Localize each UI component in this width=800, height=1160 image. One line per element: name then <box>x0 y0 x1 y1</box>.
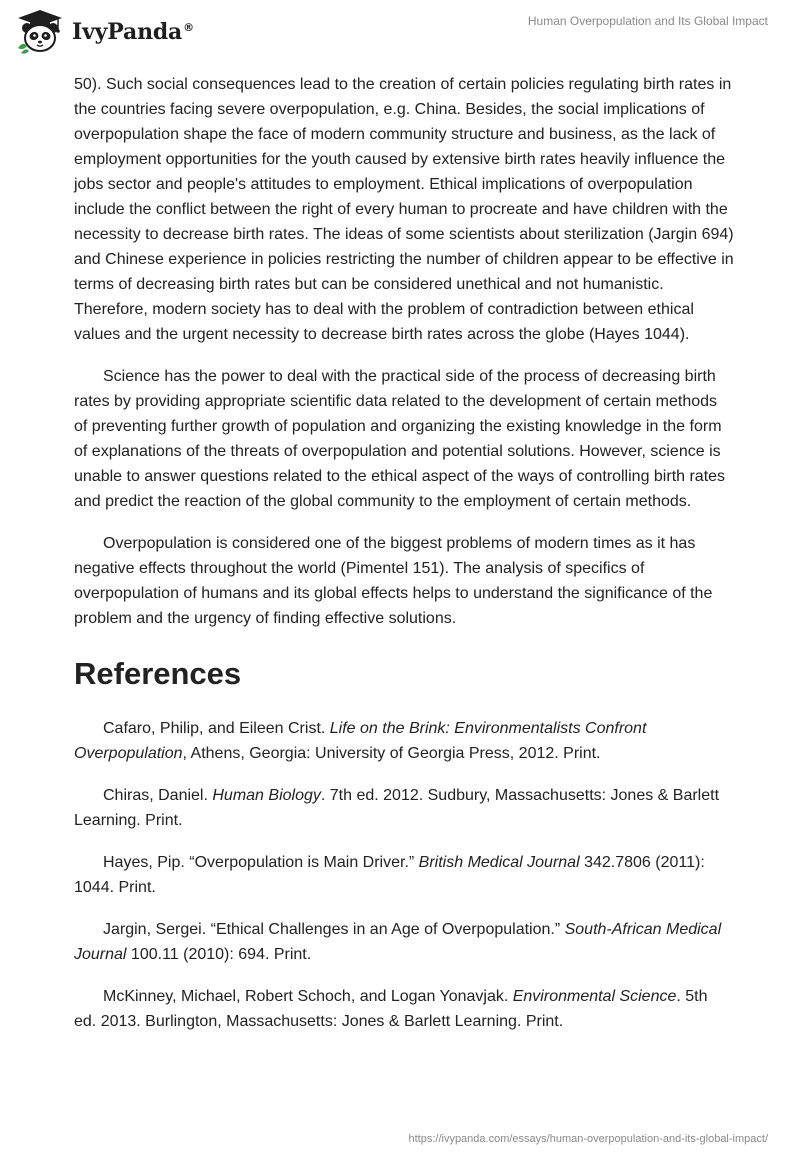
reference-authors: Hayes, Pip. “Overpopulation is Main Driver.” <box>103 854 419 871</box>
reference-details: . 5th ed. 2013. Burlington, Massachusetts: Jones & Barlett Learning. Print. <box>74 988 708 1030</box>
source-url-link[interactable]: https://ivypanda.com/essays/human-overpopulation-and-its-global-impact/ <box>408 1133 768 1145</box>
reference-title: South-African Medical Journal <box>74 921 722 963</box>
reference-title: Environmental Science <box>512 988 677 1005</box>
reference-authors: Cafaro, Philip, and Eileen Crist. <box>103 720 330 737</box>
reference-item <box>74 783 734 833</box>
reference-details: . 7th ed. 2012. Sudbury, Massachusetts: Jones & Barlett Learning. Print. <box>74 787 720 829</box>
document-title: Human Overpopulation and Its Global Impact <box>527 14 768 28</box>
brand-name-text: IvyPanda <box>72 19 183 45</box>
brand-name <box>72 19 194 45</box>
reference-title: British Medical Journal <box>418 854 580 871</box>
reference-details: 100.11 (2010): 694. Print. <box>126 946 312 963</box>
reference-title: Human Biology <box>212 787 321 804</box>
ivypanda-logo[interactable] <box>14 8 194 54</box>
body-paragraph: Science has the power to deal with the practical side of the process of decreasing birth rates by providing appropriate scientific data related to the development of certain methods of preventing further growth of population and organizing the existing knowledge in the form of explanations of the threats of overpopulation and potential solutions. However, science is unable to answer questions related to the ethical aspect of the ways of controlling birth rates and predict the reaction of the global community to the employment of certain methods. <box>74 368 726 510</box>
panda-graduate-icon <box>14 8 66 54</box>
reference-authors: Chiras, Daniel. <box>103 787 213 804</box>
reference-details: 342.7806 (2011): 1044. Print. <box>74 854 705 896</box>
reference-title: Life on the Brink: Environmentalists Confront Overpopulation <box>74 720 647 762</box>
reference-details: , Athens, Georgia: University of Georgia Press, 2012. Print. <box>182 745 601 762</box>
references-heading: References <box>74 656 242 691</box>
body-paragraph: 50). Such social consequences lead to the creation of certain policies regulating birth rates in the countries facing severe overpopulation, e.g. China. Besides, the social implications of overpopulation shape the face of modern community structure and business, as the lack of employment opportunities for the youth caused by extensive birth rates heavily influence the jobs sector and people's attitudes to employment. Ethical implications of overpopulation include the conflict between the right of every human to procreate and have children with the necessity to decrease birth rates. The ideas of some scientists about sterilization (Jargin 694) and Chinese experience in policies restricting the number of children appear to be effective in terms of decreasing birth rates but can be considered unethical and not humanistic. Therefore, modern society has to deal with the problem of contradiction between ethical values and the urgent necessity to decrease birth rates across the globe (Hayes 1044). <box>74 76 734 343</box>
body-paragraph: Overpopulation is considered one of the biggest problems of modern times as it has negative effects throughout the world (Pimentel 151). The analysis of specifics of overpopulation of humans and its global effects helps to understand the significance of the problem and the urgency of finding effective solutions. <box>74 535 713 627</box>
reference-authors: McKinney, Michael, Robert Schoch, and Logan Yonavjak. <box>103 988 513 1005</box>
registered-mark: ® <box>183 20 194 34</box>
page-header <box>0 0 800 64</box>
reference-item <box>74 984 734 1034</box>
reference-item <box>74 917 734 967</box>
reference-item <box>74 850 734 900</box>
reference-authors: Jargin, Sergei. “Ethical Challenges in an Age of Overpopulation.” <box>103 921 565 938</box>
reference-item <box>74 716 734 766</box>
essay-content <box>74 72 734 1051</box>
